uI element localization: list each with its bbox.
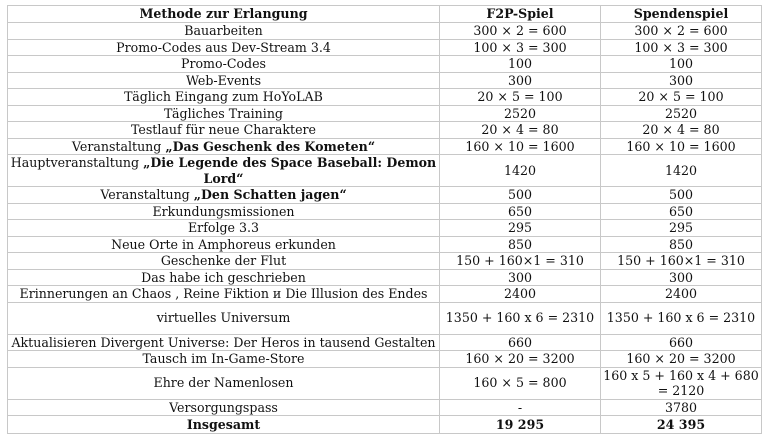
paid-cell: 2400 <box>601 286 762 303</box>
paid-cell: 2520 <box>601 105 762 122</box>
paid-cell: 160 x 5 + 160 x 4 + 680 = 2120 <box>601 367 762 399</box>
table-row <box>8 138 762 155</box>
f2p-cell: 660 <box>440 334 601 351</box>
paid-cell: 1420 <box>601 155 762 187</box>
paid-cell: 1350 + 160 x 6 = 2310 <box>601 302 762 334</box>
method-cell: Erinnerungen an Chaos , Reine Fiktion и Die Illusion des Endes <box>8 286 440 303</box>
table-row <box>8 203 762 220</box>
total-row <box>8 416 762 434</box>
total-f2p: 19 295 <box>440 416 601 434</box>
f2p-cell: 500 <box>440 187 601 204</box>
table-row <box>8 39 762 56</box>
method-cell: Geschenke der Flut <box>8 253 440 270</box>
table-row <box>8 399 762 416</box>
event-name: „Das Geschenk des Kometen“ <box>165 138 376 154</box>
f2p-cell: 160 × 10 = 1600 <box>440 138 601 155</box>
table-row <box>8 220 762 237</box>
method-cell: Promo-Codes aus Dev-Stream 3.4 <box>8 39 440 56</box>
table-header-row <box>8 6 762 23</box>
method-cell: Neue Orte in Amphoreus erkunden <box>8 236 440 253</box>
paid-cell: 3780 <box>601 399 762 416</box>
paid-cell: 300 <box>601 269 762 286</box>
method-prefix: Veranstaltung <box>71 138 166 154</box>
f2p-cell: 20 × 4 = 80 <box>440 122 601 139</box>
acquisition-table <box>7 5 762 434</box>
method-cell: Täglich Eingang zum HoYoLAB <box>8 89 440 106</box>
acquisition-table-container <box>7 5 761 434</box>
table-row <box>8 367 762 399</box>
table-row <box>8 89 762 106</box>
table-row <box>8 23 762 40</box>
table-row <box>8 105 762 122</box>
f2p-cell: 300 <box>440 72 601 89</box>
method-cell: Tägliches Training <box>8 105 440 122</box>
method-prefix: Veranstaltung <box>100 187 194 202</box>
method-cell <box>8 138 440 155</box>
paid-cell: 300 <box>601 72 762 89</box>
paid-cell: 20 × 5 = 100 <box>601 89 762 106</box>
f2p-cell: 650 <box>440 203 601 220</box>
table-row <box>8 122 762 139</box>
table-row <box>8 302 762 334</box>
method-cell: Testlauf für neue Charaktere <box>8 122 440 139</box>
table-row <box>8 72 762 89</box>
table-row <box>8 155 762 187</box>
table-row <box>8 56 762 73</box>
method-cell: Erfolge 3.3 <box>8 220 440 237</box>
header-paid: Spendenspiel <box>601 6 762 23</box>
f2p-cell: 300 <box>440 269 601 286</box>
total-paid: 24 395 <box>601 416 762 434</box>
method-prefix: Hauptveranstaltung <box>10 155 144 170</box>
table-row <box>8 334 762 351</box>
paid-cell: 100 <box>601 56 762 73</box>
header-f2p: F2P-Spiel <box>440 6 601 23</box>
paid-cell: 650 <box>601 203 762 220</box>
method-cell: Bauarbeiten <box>8 23 440 40</box>
method-cell: Das habe ich geschrieben <box>8 269 440 286</box>
paid-cell: 150 + 160×1 = 310 <box>601 253 762 270</box>
table-row <box>8 351 762 368</box>
table-row <box>8 236 762 253</box>
f2p-cell: 150 + 160×1 = 310 <box>440 253 601 270</box>
event-name: „Die Legende des Space Baseball: Demon Lord“ <box>143 155 437 186</box>
table-row <box>8 187 762 204</box>
f2p-cell: 1350 + 160 x 6 = 2310 <box>440 302 601 334</box>
header-method: Methode zur Erlangung <box>8 6 440 23</box>
f2p-cell: 2520 <box>440 105 601 122</box>
paid-cell: 295 <box>601 220 762 237</box>
f2p-cell: 1420 <box>440 155 601 187</box>
method-cell: Tausch im In-Game-Store <box>8 351 440 368</box>
method-cell: virtuelles Universum <box>8 302 440 334</box>
paid-cell: 160 × 10 = 1600 <box>601 138 762 155</box>
method-cell: Versorgungspass <box>8 399 440 416</box>
f2p-cell: 300 × 2 = 600 <box>440 23 601 40</box>
f2p-cell: 100 <box>440 56 601 73</box>
f2p-cell: 2400 <box>440 286 601 303</box>
paid-cell: 850 <box>601 236 762 253</box>
paid-cell: 500 <box>601 187 762 204</box>
paid-cell: 300 × 2 = 600 <box>601 23 762 40</box>
method-cell <box>8 155 440 187</box>
table-row <box>8 286 762 303</box>
paid-cell: 100 × 3 = 300 <box>601 39 762 56</box>
method-cell: Promo-Codes <box>8 56 440 73</box>
f2p-cell: 295 <box>440 220 601 237</box>
f2p-cell: - <box>440 399 601 416</box>
table-row <box>8 269 762 286</box>
f2p-cell: 20 × 5 = 100 <box>440 89 601 106</box>
f2p-cell: 100 × 3 = 300 <box>440 39 601 56</box>
method-cell: Web-Events <box>8 72 440 89</box>
f2p-cell: 160 × 20 = 3200 <box>440 351 601 368</box>
method-cell: Ehre der Namenlosen <box>8 367 440 399</box>
f2p-cell: 160 × 5 = 800 <box>440 367 601 399</box>
event-name: „Den Schatten jagen“ <box>193 187 347 202</box>
method-cell <box>8 187 440 204</box>
f2p-cell: 850 <box>440 236 601 253</box>
paid-cell: 160 × 20 = 3200 <box>601 351 762 368</box>
method-cell: Aktualisieren Divergent Universe: Der Heros in tausend Gestalten <box>8 334 440 351</box>
paid-cell: 20 × 4 = 80 <box>601 122 762 139</box>
table-row <box>8 253 762 270</box>
method-cell: Erkundungsmissionen <box>8 203 440 220</box>
paid-cell: 660 <box>601 334 762 351</box>
total-label: Insgesamt <box>8 416 440 434</box>
